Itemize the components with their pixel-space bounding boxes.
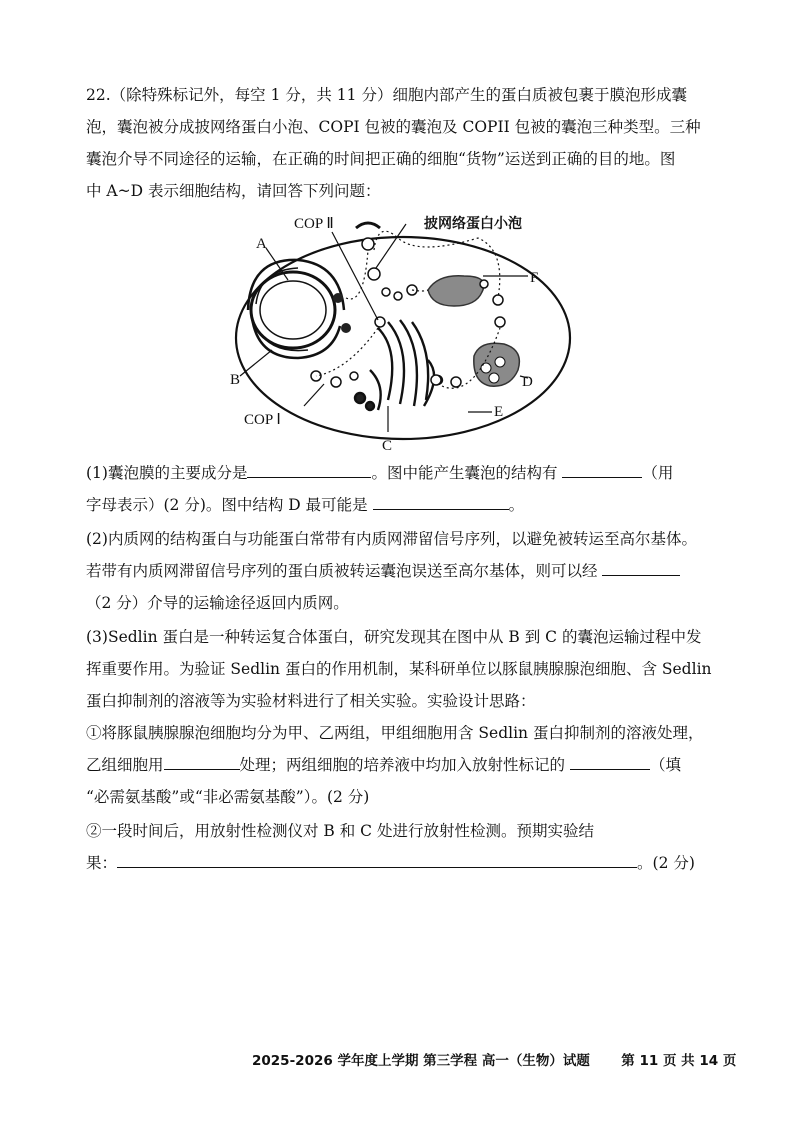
q3-text-d: 果： (86, 854, 118, 872)
q1-text-d: 字母表示）(2 分)。图中结构 D 最可能是 (86, 496, 368, 514)
q1-text-b: 。图中能产生囊泡的结构有 (371, 464, 558, 482)
intro-line-1: 22.（除特殊标记外，每空 1 分，共 11 分）细胞内部产生的蛋白质被包裹于膜泡形成囊 (86, 86, 687, 104)
q3-text-a: 乙组细胞用 (86, 756, 164, 774)
q1-line-1 (86, 462, 726, 484)
q1-text-a: (1)囊泡膜的主要成分是 (86, 464, 248, 482)
q2-line-3: （2 分）介导的运输途径返回内质网。 (86, 594, 349, 612)
q3-step1-line-2 (86, 754, 726, 776)
q1-text-c: （用 (642, 464, 674, 482)
q1-blank-structure-d[interactable] (373, 494, 509, 510)
footer-page-number: 第 11 页 共 14 页 (621, 1053, 737, 1069)
q3-blank-control-treatment[interactable] (164, 754, 240, 770)
label-a: A (256, 236, 267, 252)
q3-text-e: 。(2 分) (637, 854, 695, 872)
organelle-d (474, 343, 520, 386)
page-footer (252, 1049, 737, 1069)
label-e: E (494, 404, 504, 420)
q3-step2-line-2 (86, 852, 726, 874)
q3-step1-line-3: “必需氨基酸”或“非必需氨基酸”）。(2 分) (86, 788, 370, 806)
intro-line-2: 泡，囊泡被分成披网络蛋白小泡、COPI 包被的囊泡及 COPII 包被的囊泡三种类型。三种 (86, 118, 701, 136)
label-c: C (382, 438, 393, 454)
label-b: B (230, 372, 241, 388)
q3-step2-line-1: ②一段时间后，用放射性检测仪对 B 和 C 处进行放射性检测。预期实验结 (86, 822, 594, 840)
q3-step1-line-1: ①将豚鼠胰腺腺泡细胞均分为甲、乙两组，甲组细胞用含 Sedlin 蛋白抑制剂的溶液处理， (86, 724, 704, 742)
label-clathrin-vesicle: 披网络蛋白小泡 (424, 216, 522, 232)
q3-line-1: (3)Sedlin 蛋白是一种转运复合体蛋白，研究发现其在图中从 B 到 C 的囊泡运输过程中发 (86, 628, 702, 646)
q3-text-b: 处理；两组细胞的培养液中均加入放射性标记的 (239, 756, 566, 774)
label-cop1: COP Ⅰ (244, 412, 281, 428)
label-d: D (522, 374, 533, 390)
organelle-f (428, 276, 484, 306)
q2-line-2 (86, 560, 726, 582)
q2-blank-pathway[interactable] (602, 560, 680, 576)
q3-blank-expected-result[interactable] (117, 852, 637, 868)
endoplasmic-reticulum-nucleus (248, 260, 351, 358)
q3-text-c: （填 (649, 756, 681, 774)
footer-exam-title: 2025-2026 学年度上学期 第三学程 高一（生物）试题 (252, 1053, 590, 1069)
golgi-apparatus (355, 320, 442, 410)
q2-line-1: (2)内质网的结构蛋白与功能蛋白常带有内质网滞留信号序列，以避免被转运至高尔基体。 (86, 530, 697, 548)
intro-line-4: 中 A~D 表示细胞结构，请回答下列问题： (86, 182, 381, 200)
q3-blank-amino-acid[interactable] (570, 754, 650, 770)
q1-text-e: 。 (508, 496, 525, 514)
cop2-coat-icon (356, 223, 380, 228)
label-f: F (530, 270, 539, 286)
q1-blank-membrane[interactable] (247, 462, 371, 478)
q1-line-2 (86, 494, 726, 516)
cell-transport-diagram (228, 210, 578, 460)
q2-text-a: 若带有内质网滞留信号序列的蛋白质被转运囊泡误送至高尔基体，则可以经 (86, 562, 598, 580)
label-cop2: COP Ⅱ (294, 216, 334, 232)
q1-blank-structures[interactable] (562, 462, 642, 478)
q3-line-3: 蛋白抑制剂的溶液等为实验材料进行了相关实验。实验设计思路： (86, 692, 536, 710)
intro-line-3: 囊泡介导不同途径的运输，在正确的时间把正确的细胞“货物”运送到正确的目的地。图 (86, 150, 676, 168)
q3-line-2: 挥重要作用。为验证 Sedlin 蛋白的作用机制，某科研单位以豚鼠胰腺腺泡细胞、含 Sedlin (86, 660, 712, 678)
